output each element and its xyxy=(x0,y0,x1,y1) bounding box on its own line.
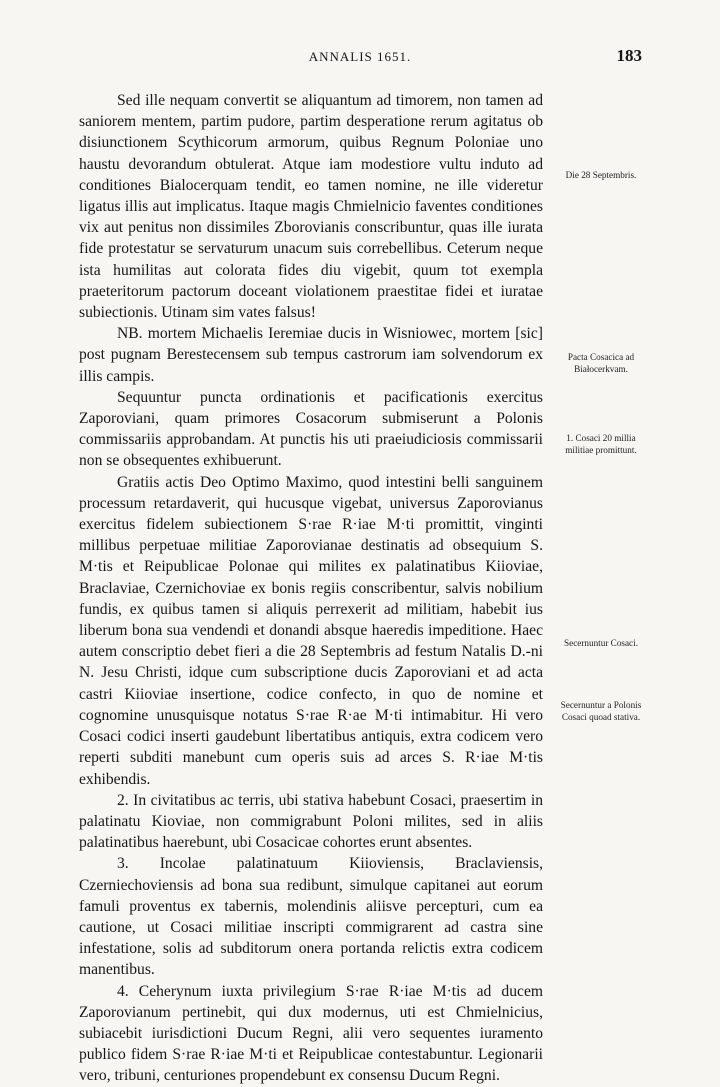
paragraph-5: 2. In civitatibus ac terris, ubi stativa habebunt Cosaci, praesertim in palatinatu Kioviae, non commigrabunt Poloni milites, sed in aliis palatinatibus haerebunt, ubi Cosacicae cohortes erunt absentes. xyxy=(79,791,543,852)
paragraph-6: 3. Incolae palatinatuum Kiioviensis, Braclaviensis, Czerniechoviensis ad bona sua redibunt, simulque capitanei aut eorum famuli proventus ex tabernis, molendinis aliisve percepturi, cum ea cautione, ut Cosaci militiae inscripti commigrarent ad castra sine infestatione, solis ad subditorum onera portanda relictis extra codicem manentibus. xyxy=(79,855,543,979)
margin-note-cosaci-militia: 1. Cosaci 20 millia militiae promittunt. xyxy=(565,433,637,455)
paragraph-1: Sed ille nequam convertit se aliquantum ad timorem, non tamen ad saniorem mentem, partim pudore, partim desperatione rerum agitatus ob disiunctionem Scythicorum armorum, quibus Regnum Poloniae uno haustu devorandum obtulerat. Atque iam modestiore vultu induto ad conditiones Bialocerquam tendit, eo tamen nomine, ne ille videretur ligatus illis aut implicatus. Itaque magis Chmielnicio faventes conditiones vix aut penitus non dissimiles Zborovianis conscribuntur, quas ille iurata fide protestatur se servaturum unacum suis correbellibus. Ceterum neque ista humilitas aut colorata fides diu vigebit, quum tot exempla praeteritorum pactorum doceant violationem praestitae fidei et iuratae subiectionis. Utinam sim vates falsus! xyxy=(79,92,543,322)
paragraph-7: 4. Ceherynum iuxta privilegium S·rae R·iae M·tis ad ducem Zaporovianum pertinebit, qui dux modernus, uti est Chmielnicius, subiacebit iurisdictioni Ducum Regni, alii vero sequentes iuramento publico fidem S·rae R·iae M·ti et Reipublicae contestabuntur. Legionarii vero, tribuni, centuriones propendebunt ex consensu Ducum Regni. xyxy=(79,982,543,1085)
main-text xyxy=(79,90,543,1087)
paragraph-3: Sequuntur puncta ordinationis et pacificationis exercitus Zaporoviani, quam primores Cosacorum submiserunt a Polonis commissariis approbandam. At punctis his uti praeiudiciosis commissarii non se obsequentes exhibuerunt. xyxy=(79,388,543,470)
margin-note-pacta: Pacta Cosacica ad Białocerkvam. xyxy=(567,352,635,374)
page-number: 183 xyxy=(616,46,642,65)
margin-note-stativa: Secernuntur a Polonis Cosaci quoad stativa. xyxy=(560,700,642,722)
running-title: ANNALIS 1651. xyxy=(308,49,412,64)
paragraph-2: NB. mortem Michaelis Ieremiae ducis in Wisniowec, mortem [sic] post pugnam Berestecensem sub tempus castrorum iam solvendorum ex illis campis. xyxy=(79,325,543,385)
paragraph-4: Gratiis actis Deo Optimo Maximo, quod intestini belli sanguinem processum retardaverit, qui hucusque vigebat, universus Zaporovianus exercitus fidelem subiectionem S·rae R·iae M·ti promittit, vinginti millibus perpetuae militiae Zaporovianae destinatis ad obsequium S. M·tis et Reipublicae Polonae qui milites ex palatinatibus Kiioviae, Braclaviae, Czernichoviae ex bonis regiis conscribentur, salvis nobilium fundis, ex quibus tamen si aliquis perrexerit ad militiam, habebit ius liberum bona sua vendendi et donandi absque haeredis impeditione. Haec autem conscriptio debet fieri a die 28 Septembris ad festum Natalis D.-ni N. Jesu Christi, idque cum subscriptione ducis Zaporoviani et ad acta castri Kiioviae insertione, codice confecto, in quo de nomine et cognomine unusquisque notatus S·rae R·ae M·ti intimabitur. Hi vero Cosaci codici inserti gaudebunt libertatibus antiquis, extra codicem vero reperti subditi manebunt cum operis suis ad arces S. R·iae M·tis exhibendis. xyxy=(79,473,543,788)
margin-note-secernuntur: Secernuntur Cosaci. xyxy=(564,638,638,648)
page-header xyxy=(0,46,720,70)
margin-note-date: Die 28 Septembris. xyxy=(565,170,637,180)
